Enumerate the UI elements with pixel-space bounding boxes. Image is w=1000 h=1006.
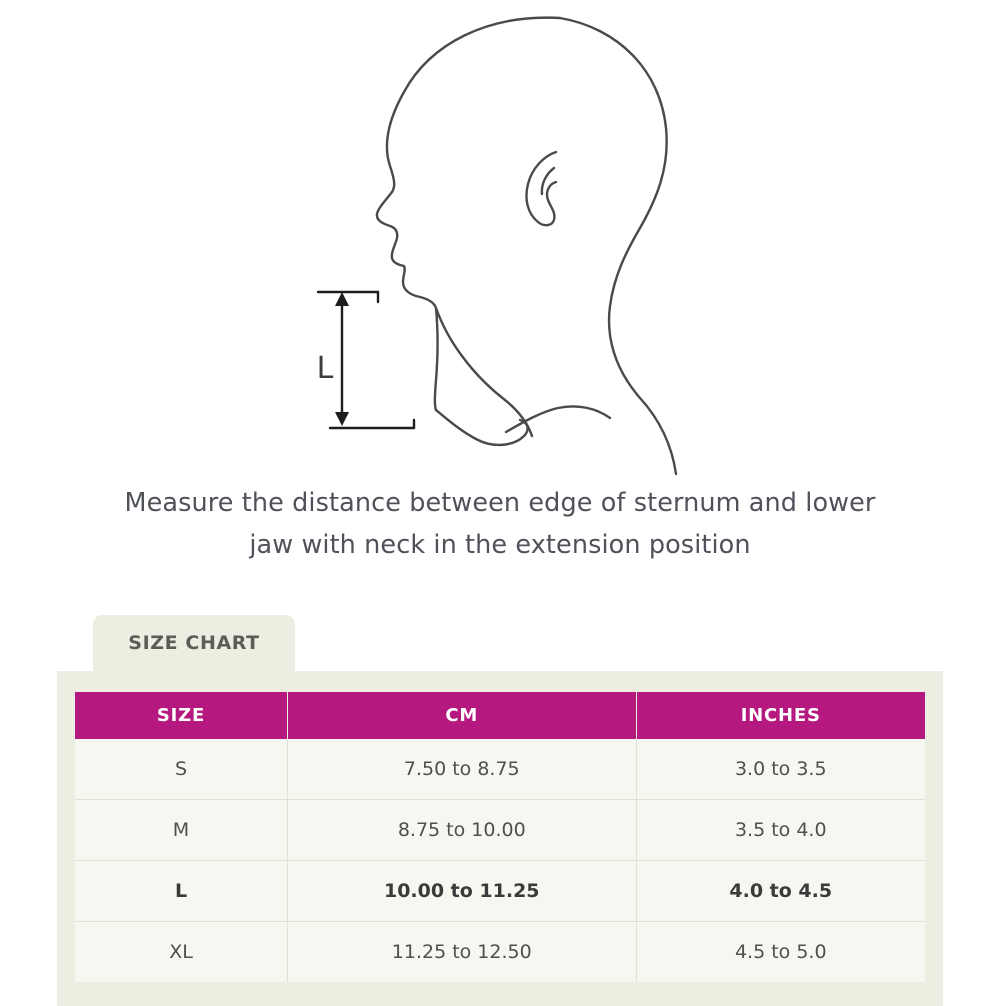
caption-line-2: jaw with neck in the extension position — [249, 530, 751, 560]
column-header-size: SIZE — [75, 692, 288, 739]
size-chart-section — [57, 615, 943, 1006]
cell-cm: 10.00 to 11.25 — [288, 861, 637, 922]
size-chart-table — [75, 692, 925, 982]
cell-inches: 4.5 to 5.0 — [636, 922, 925, 983]
table-row — [75, 922, 925, 983]
size-chart-panel — [57, 671, 943, 1006]
table-row — [75, 800, 925, 861]
caption-line-1: Measure the distance between edge of sternum and lower — [124, 488, 876, 518]
measurement-length-label: L — [316, 351, 334, 386]
table-header-row — [75, 692, 925, 739]
table-row — [75, 739, 925, 800]
cell-size: XL — [75, 922, 288, 983]
cell-inches: 3.0 to 3.5 — [636, 739, 925, 800]
cell-cm: 8.75 to 10.00 — [288, 800, 637, 861]
column-header-cm: CM — [288, 692, 637, 739]
cell-cm: 11.25 to 12.50 — [288, 922, 637, 983]
cell-size: S — [75, 739, 288, 800]
instruction-caption — [50, 482, 950, 566]
cell-size: L — [75, 861, 288, 922]
measurement-illustration — [0, 0, 1000, 480]
size-chart-tab-label: SIZE CHART — [128, 632, 260, 654]
size-chart-tab — [93, 615, 295, 671]
cell-inches: 3.5 to 4.0 — [636, 800, 925, 861]
table-row — [75, 861, 925, 922]
column-header-inches: INCHES — [636, 692, 925, 739]
cell-cm: 7.50 to 8.75 — [288, 739, 637, 800]
cell-size: M — [75, 800, 288, 861]
cell-inches: 4.0 to 4.5 — [636, 861, 925, 922]
